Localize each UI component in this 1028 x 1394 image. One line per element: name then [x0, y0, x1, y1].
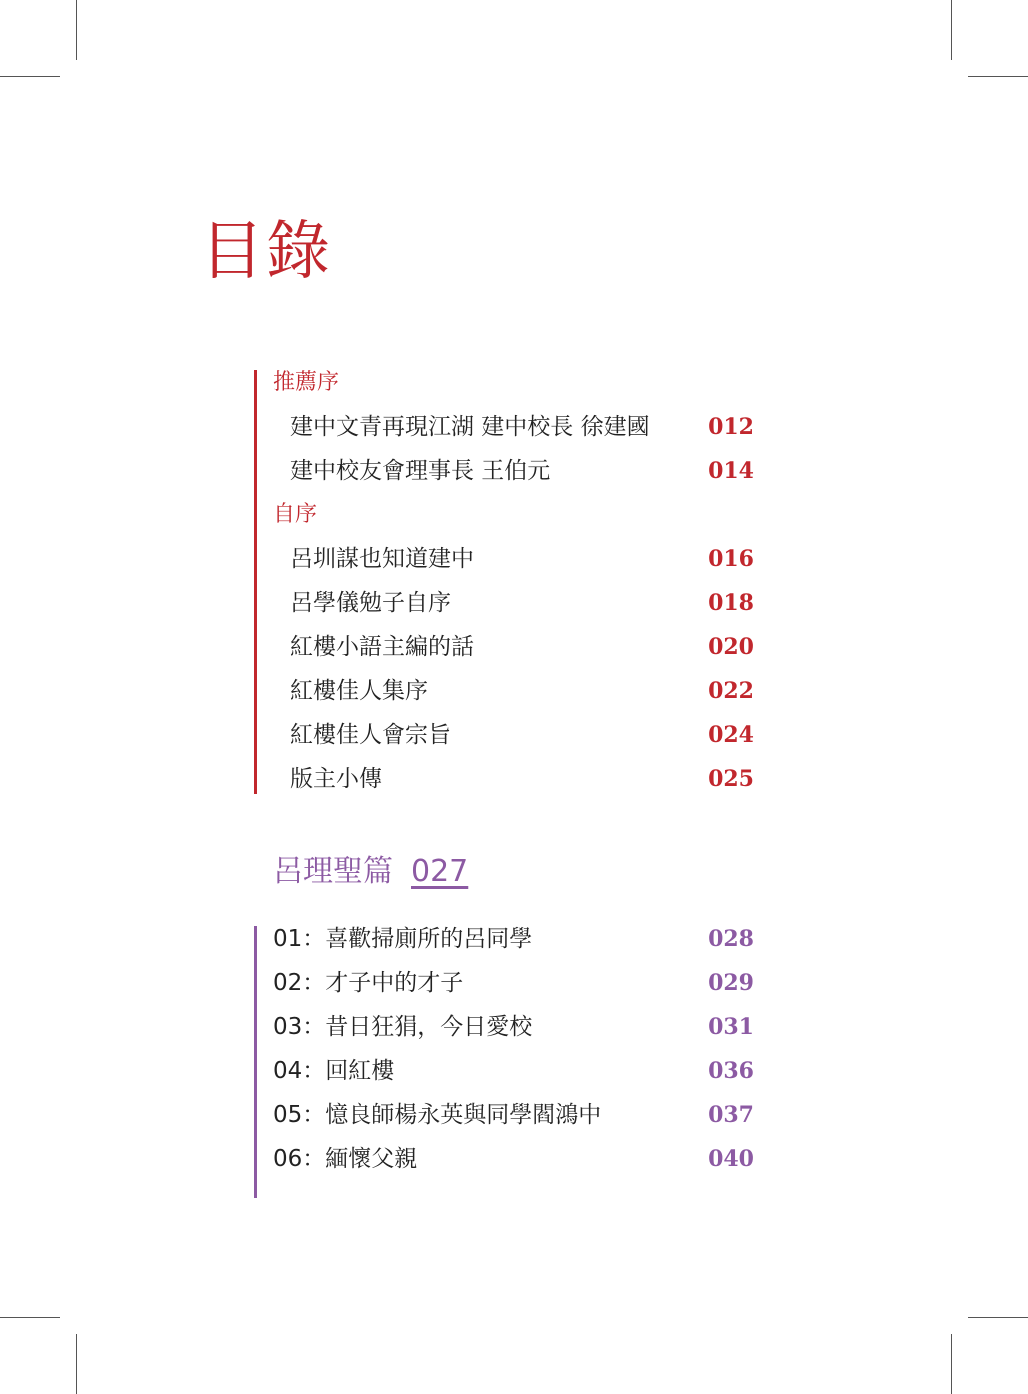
toc-entry[interactable] [273, 722, 754, 766]
toc-entry-title: 06：緬懷父親 [273, 1146, 418, 1172]
toc-entry-page: 028 [708, 926, 754, 952]
toc-group-label-preface: 自序 [273, 502, 318, 527]
toc-entry[interactable] [273, 414, 754, 458]
toc-entry-title: 呂學儀勉子自序 [290, 590, 451, 616]
toc-entry-page: 012 [708, 414, 754, 440]
toc-entry[interactable] [273, 766, 754, 810]
toc-entry-page: 040 [708, 1146, 754, 1172]
toc-entry-title: 02：才子中的才子 [273, 970, 464, 996]
crop-mark-top-left-vertical [76, 0, 77, 60]
toc-entry-title: 05：憶良師楊永英與同學閻鴻中 [273, 1102, 602, 1128]
toc-entry-page: 029 [708, 970, 754, 996]
toc-entry-title: 紅樓佳人會宗旨 [290, 722, 451, 748]
toc-entry-page: 031 [708, 1014, 754, 1040]
toc-entry-title: 紅樓小語主編的話 [290, 634, 474, 660]
toc-group-label-recommendation: 推薦序 [273, 370, 340, 395]
toc-entry[interactable] [273, 1058, 754, 1102]
toc-entry-page: 014 [708, 458, 754, 484]
part-one-heading[interactable] [273, 852, 468, 892]
toc-entry-page: 037 [708, 1102, 754, 1128]
toc-entry-page: 022 [708, 678, 754, 704]
toc-entry-page: 025 [708, 766, 754, 792]
crop-mark-bottom-right-horizontal [968, 1317, 1028, 1318]
toc-entry-title: 版主小傳 [290, 766, 382, 792]
toc-entry-title: 建中校友會理事長 王伯元 [290, 458, 551, 484]
toc-entry[interactable] [273, 678, 754, 722]
toc-entry[interactable] [273, 458, 754, 502]
crop-mark-top-right-vertical [951, 0, 952, 60]
part-one-title: 呂理聖篇 [273, 854, 393, 889]
toc-entry[interactable] [273, 970, 754, 1014]
toc-entry[interactable] [273, 926, 754, 970]
part-one-section [254, 926, 754, 1198]
toc-entry[interactable] [273, 590, 754, 634]
toc-entry-page: 018 [708, 590, 754, 616]
toc-entry-title: 呂圳謀也知道建中 [290, 546, 474, 572]
toc-entry-title: 建中文青再現江湖 建中校長 徐建國 [290, 414, 650, 440]
toc-entry[interactable] [273, 1146, 754, 1190]
toc-entry-title: 04：回紅樓 [273, 1058, 395, 1084]
crop-mark-top-left-horizontal [0, 76, 60, 77]
toc-entry-title: 03：昔日狂狷，今日愛校 [273, 1014, 533, 1040]
front-matter-section [254, 370, 754, 794]
page-title: 目錄 [200, 215, 332, 289]
toc-entry-title: 01：喜歡掃廁所的呂同學 [273, 926, 533, 952]
toc-entry-page: 020 [708, 634, 754, 660]
toc-entry[interactable] [273, 634, 754, 678]
part-one-page: 027 [411, 854, 469, 889]
toc-entry-page: 016 [708, 546, 754, 572]
crop-mark-bottom-left-horizontal [0, 1317, 60, 1318]
crop-mark-bottom-right-vertical [951, 1334, 952, 1394]
toc-entry-page: 024 [708, 722, 754, 748]
toc-entry[interactable] [273, 1014, 754, 1058]
crop-mark-bottom-left-vertical [76, 1334, 77, 1394]
toc-entry[interactable] [273, 546, 754, 590]
toc-entry-title: 紅樓佳人集序 [290, 678, 428, 704]
toc-entry[interactable] [273, 1102, 754, 1146]
crop-mark-top-right-horizontal [968, 76, 1028, 77]
toc-entry-page: 036 [708, 1058, 754, 1084]
